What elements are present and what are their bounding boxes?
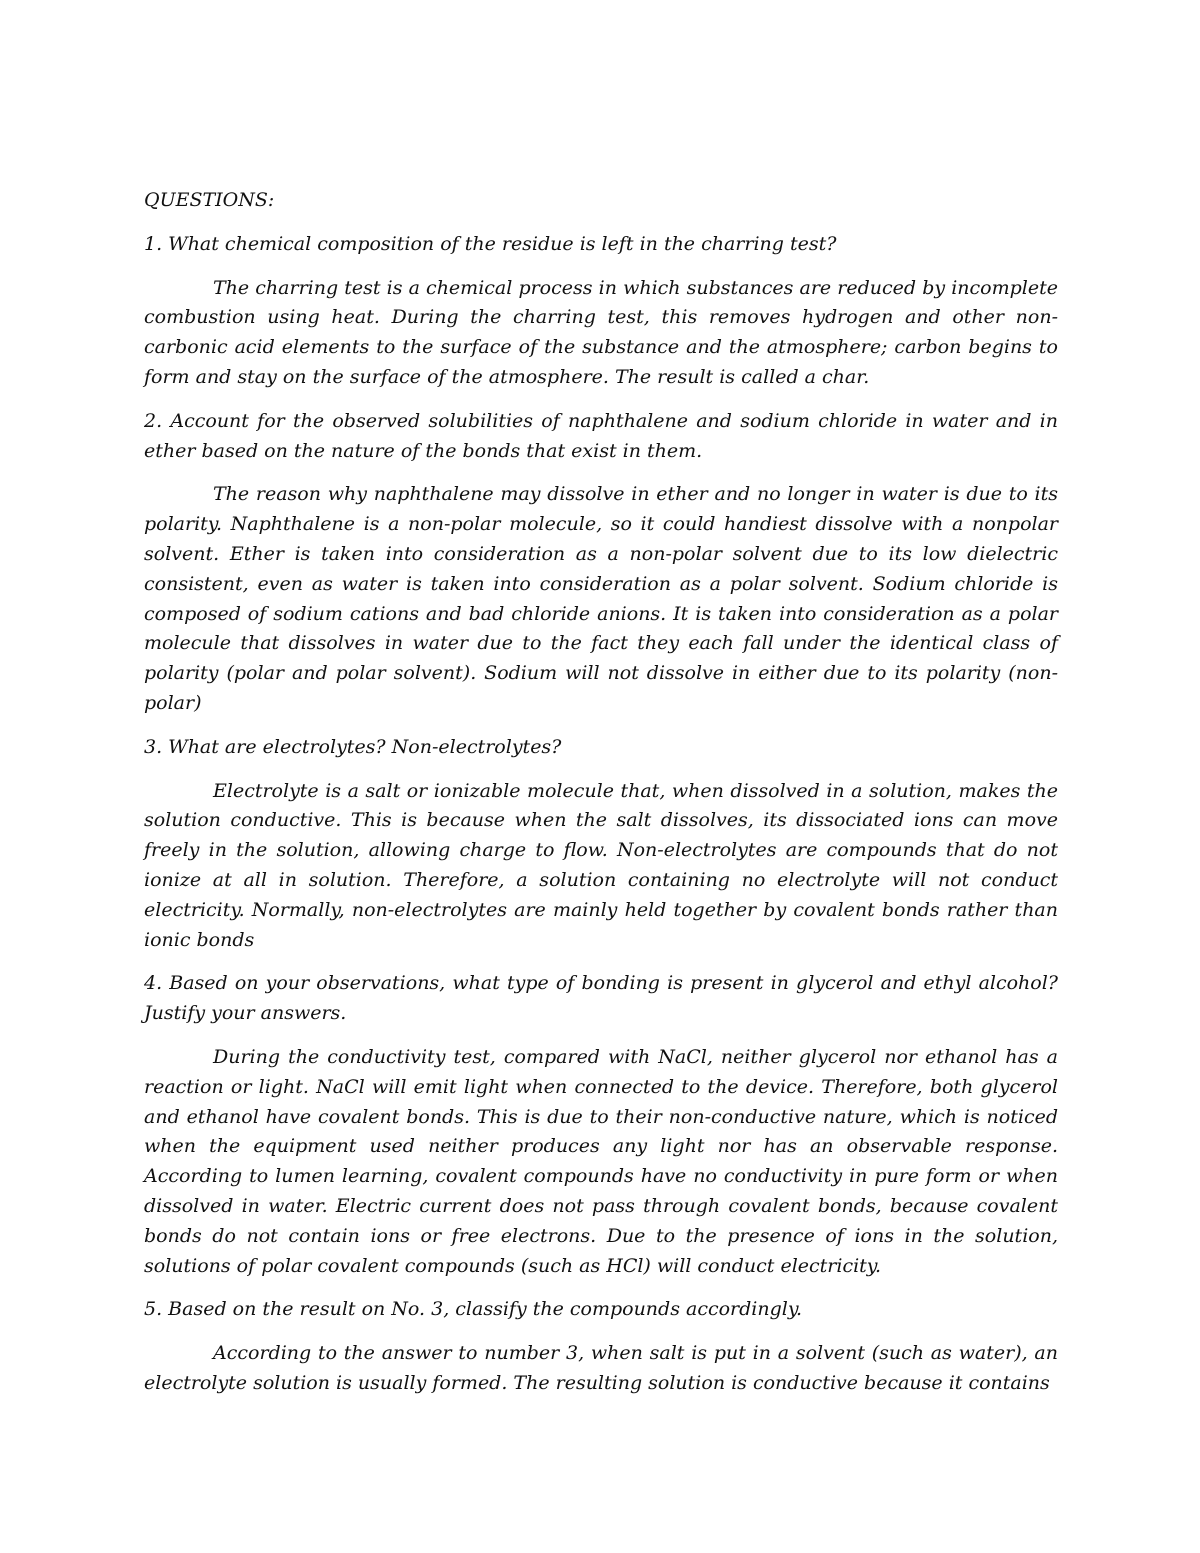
answer-3: Electrolyte is a salt or ionizable molecule that, when dissolved in a solution, makes the solution conductive. This is because when the salt dissolves, its dissociated ions can move freely in the solution, allowing charge to flow. Non-electrolytes are compounds that do not ionize at all in solution. Therefore, a solution containing no electrolyte will not conduct electricity. Normally, non-electrolytes are mainly held together by covalent bonds rather than ionic bonds [144, 779, 1058, 951]
question-1: 1. What chemical composition of the residue is left in the charring test? [144, 232, 837, 255]
answer-4: During the conductivity test, compared with NaCl, neither glycerol nor ethanol has a reaction or light. NaCl will emit light when connected to the device. Therefore, both glycerol and ethanol have covalent bonds. This is due to their non-conductive nature, which is noticed when the equipment used neither produces any light nor has an observable response. According to lumen learning, covalent compounds have no conductivity in pure form or when dissolved in water. Electric current does not pass through covalent bonds, because covalent bonds do not contain ions or free electrons. Due to the presence of ions in the solution, solutions of polar covalent compounds (such as HCl) will conduct electricity. [144, 1045, 1058, 1277]
document-page [144, 186, 1058, 1413]
question-2: 2. Account for the observed solubilities of naphthalene and sodium chloride in water and in ether based on the nature of the bonds that exist in them. [144, 409, 1058, 462]
answer-1: The charring test is a chemical process in which substances are reduced by incomplete combustion using heat. During the charring test, this removes hydrogen and other non-carbonic acid elements to the surface of the substance and the atmosphere; carbon begins to form and stay on the surface of the atmosphere. The result is called a char. [144, 276, 1058, 388]
answer-5: According to the answer to number 3, when salt is put in a solvent (such as water), an electrolyte solution is usually formed. The resulting solution is conductive because it contains [144, 1342, 1058, 1394]
questions-heading: QUESTIONS: [144, 189, 275, 211]
question-4: 4. Based on your observations, what type of bonding is present in glycerol and ethyl alcohol? Justify your answers. [144, 972, 1058, 1025]
question-3: 3. What are electrolytes? Non-electrolytes? [144, 735, 562, 758]
question-5: 5. Based on the result on No. 3, classify the compounds accordingly. [144, 1298, 803, 1321]
answer-2: The reason why naphthalene may dissolve in ether and no longer in water is due to its polarity. Naphthalene is a non-polar molecule, so it could handiest dissolve with a nonpolar solvent. Ether is taken into consideration as a non-polar solvent due to its low dielectric consistent, even as water is taken into consideration as a polar solvent. Sodium chloride is composed of sodium cations and bad chloride anions. It is taken into consideration as a polar molecule that dissolves in water due to the fact they each fall under the identical class of polarity (polar and polar solvent). Sodium will not dissolve in either due to its polarity (non-polar) [144, 483, 1058, 714]
